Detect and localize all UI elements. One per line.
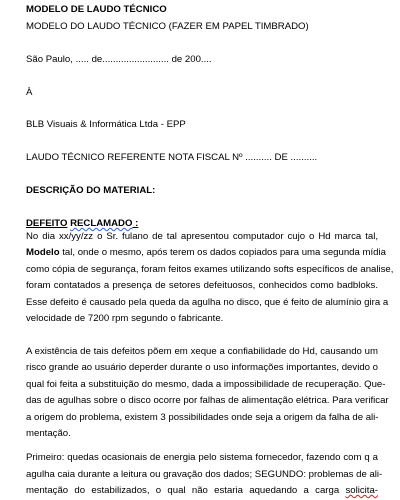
p3-misspelled-word: solicita- bbox=[345, 485, 378, 496]
p2-line-5: a origem do problema, existem 3 possibilidades onde seja a origem da falha de ali- bbox=[26, 412, 379, 423]
defect-heading-reclamado: RECLAMADO bbox=[70, 218, 133, 229]
p1-line-2-text: tal, onde o mesmo, após terem os dados copiados para uma segunda mídia bbox=[59, 247, 386, 258]
p1-line-5: Esse defeito é causado pela queda da agulha no disco, que é feito de alumínio gira a bbox=[26, 297, 389, 308]
p1-line-3: como cópia de segurança, foram feitos exames utilizando softs específicos de analise, bbox=[26, 264, 394, 275]
document-subtitle: MODELO DO LAUDO TÉCNICO (FAZER EM PAPEL TIMBRADO) bbox=[26, 21, 309, 32]
p1-line-1: No dia xx/yy/zz o Sr. fulano de tal apresentou computador cujo o Hd marca tal, bbox=[26, 231, 378, 242]
defect-heading-word: DEFEITO bbox=[26, 218, 68, 229]
p2-line-1: A existência de tais defeitos põem em xeque a confiabilidade do Hd, causando um bbox=[26, 346, 378, 357]
p2-line-4: das de agulhas sobre o disco ocorre por falhas de alimentação elétrica. Para verificar bbox=[26, 395, 389, 406]
p1-line-6: velocidade de 7200 rpm segundo o fabricante. bbox=[26, 313, 224, 324]
p3-line-2: agulha caia durante a leitura ou gravação dos dados; SEGUNDO: problemas de ali- bbox=[26, 469, 383, 480]
p3-line-3 bbox=[26, 483, 378, 500]
date-line: São Paulo, ..... de......................... de 200.... bbox=[26, 54, 212, 65]
p2-line-6: mentação. bbox=[26, 428, 71, 439]
document-title: MODELO DE LAUDO TÉCNICO bbox=[26, 4, 167, 15]
p2-line-3: qual foi feita a substituição do mesmo, dada a impossibilidade de recuperação. Que- bbox=[26, 379, 386, 390]
report-reference: LAUDO TÉCNICO REFERENTE NOTA FISCAL Nº .......... DE .......... bbox=[26, 152, 318, 163]
p1-line-2 bbox=[26, 245, 386, 262]
p2-line-2: risco grande ao usuário deperder durante o uso informações importantes, devido o bbox=[26, 362, 378, 373]
company-name: BLB Visuais & Informática Ltda - EPP bbox=[26, 119, 186, 130]
p3-line-1: Primeiro: quedas ocasionais de energia pelo sistema fornecedor, fazendo com q a bbox=[26, 452, 378, 463]
recipient-prefix: À bbox=[26, 87, 33, 98]
defect-heading-colon: : bbox=[132, 218, 139, 229]
p3-line-3-text: mentação do estabilizados, o qual não estaria aquedando a carga bbox=[26, 485, 346, 496]
p1-model-label: Modelo bbox=[26, 247, 60, 258]
p1-line-4: foram contatados a presença de setores defeituosos, conhecidos como badbloks. bbox=[26, 280, 378, 291]
material-heading: DESCRIÇÃO DO MATERIAL: bbox=[26, 185, 156, 196]
